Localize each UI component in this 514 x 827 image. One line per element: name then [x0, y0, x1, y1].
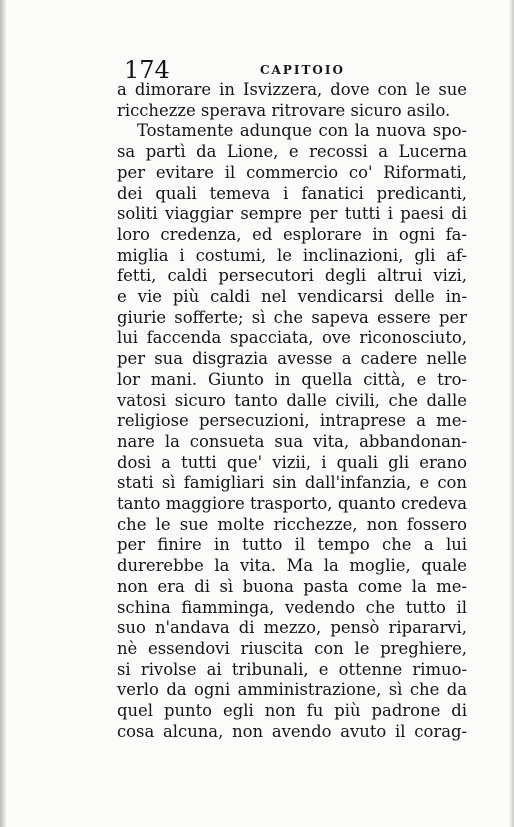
text-line: ricchezze sperava ritrovare sicuro asilo.: [117, 100, 451, 120]
page-number: 174: [124, 56, 170, 84]
text-line: si rivolse ai tribunali, e ottenne rimuo-: [117, 659, 467, 679]
body-text: [117, 80, 467, 743]
text-line: per sua disgrazia avesse a cadere nelle: [117, 349, 467, 369]
text-line: nare la consueta sua vita, abbandonan-: [117, 431, 467, 451]
text-line: vatosi sicuro tanto dalle civili, che dalle: [117, 390, 467, 410]
text-line: miglia i costumi, le inclinazioni, gli af-: [117, 245, 467, 265]
text-line: lui faccenda spacciata, ove riconosciuto,: [117, 328, 467, 348]
text-line: fetti, caldi persecutori degli altrui vizi,: [117, 266, 467, 286]
text-line: non era di sì buona pasta come la me-: [117, 576, 467, 596]
text-line: religiose persecuzioni, intraprese a me-: [117, 411, 467, 431]
text-line: suo n'andava di mezzo, pensò ripararvi,: [117, 618, 467, 638]
page-gutter-shadow: [0, 0, 6, 827]
text-line: tanto maggiore trasporto, quanto credeva: [117, 494, 467, 514]
text-line: nè essendovi riuscita con le preghiere,: [117, 638, 467, 658]
text-line: quel punto egli non fu più padrone di: [117, 701, 467, 721]
text-line: cosa alcuna, non avendo avuto il corag-: [117, 721, 467, 741]
text-line: stati sì famigliari sin dall'infanzia, e con: [117, 473, 467, 493]
text-line: lor mani. Giunto in quella città, e tro-: [117, 369, 467, 389]
text-line: che le sue molte ricchezze, non fossero: [117, 514, 467, 534]
page-edge-shadow: [509, 0, 514, 827]
text-line: per evitare il commercio co' Riformati,: [117, 162, 467, 182]
text-line: Tostamente adunque con la nuova spo-: [137, 121, 467, 141]
text-line: a dimorare in Isvizzera, dove con le sue: [117, 80, 467, 99]
text-line: giurie sofferte; sì che sapeva essere per: [117, 307, 467, 327]
text-line: soliti viaggiar sempre per tutti i paesi di: [117, 204, 467, 224]
text-line: durerebbe la vita. Ma la moglie, quale: [117, 556, 467, 576]
text-line: per finire in tutto il tempo che a lui: [117, 535, 467, 555]
text-line: verlo da ogni amministrazione, sì che da: [117, 680, 467, 700]
text-line: dei quali temeva i fanatici predicanti,: [117, 183, 467, 203]
text-line: dosi a tutti que' vizii, i quali gli erano: [117, 452, 467, 472]
text-line: schina fiamminga, vedendo che tutto il: [117, 597, 467, 617]
text-line: sa partì da Lione, e recossi a Lucerna: [117, 142, 467, 162]
text-line: loro credenza, ed esplorare in ogni fa-: [117, 224, 467, 244]
text-line: e vie più caldi nel vendicarsi delle in-: [117, 287, 467, 307]
running-head: CAPITOIO: [260, 63, 345, 77]
